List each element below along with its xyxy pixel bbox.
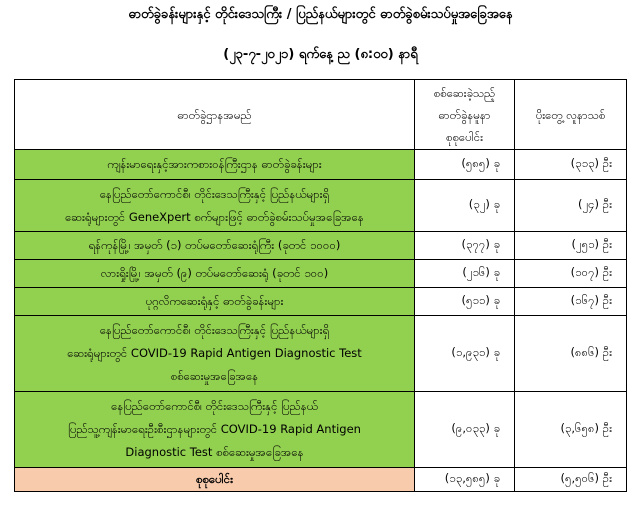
header-positive: ပိုးတွေ့ လူနာသစ် [515,80,627,150]
lab-name-line: လားရှိုးမြို့၊ အမှတ် (၉) တပ်မတော်ဆေးရုံ (ခုတင် ၁၀၀) [100,266,329,280]
positive-cell: (၂၄) ဦး [515,180,627,232]
lab-name-line: နေပြည်တော်ကောင်စီ၊ တိုင်းဒေသကြီးနှင့် ပြည်နယ်များရှိ [99,323,330,337]
samples-cell: (၅၁၁) ခု [415,288,515,316]
lab-name-line: Diagnostic Test စစ်ဆေးမှုအခြေအနေ [125,445,304,459]
table-row [15,150,627,180]
lab-name-line: ပုဂ္ဂလိကဆေးရုံနှင့် ဓာတ်ခွဲခန်းများ [145,294,284,308]
total-samples: (၁၃,၅၈၅) ခု [415,468,515,492]
lab-name-cell [15,150,415,180]
positive-cell: (၂၅၁) ဦး [515,232,627,260]
table-row [15,180,627,232]
table-row [15,232,627,260]
report-date: (၂၃-၇-၂၀၂၁) ရက်နေ့ ည (၈:၀၀) နာရီ [223,47,418,62]
lab-name-line: ကျန်းမာရေးနှင့်အားကစားဝန်ကြီးဌာန ဓာတ်ခွဲခန်းများ [107,157,322,171]
lab-name-line: စစ်ဆေးမှုအခြေအနေ [170,369,259,383]
samples-cell: (၃၇၇) ခု [415,232,515,260]
positive-cell: (၁၆၇) ဦး [515,288,627,316]
samples-cell: (၃၂) ခု [415,180,515,232]
table-row [15,288,627,316]
lab-name-cell [15,180,415,232]
table-row [15,260,627,288]
lab-name-line: ရန်ကုန်မြို့၊ အမှတ် (၁) တပ်မတော်ဆေးရုံကြီး (ခုတင် ၁၀၀၀) [88,238,341,252]
testing-table [14,79,627,492]
lab-name-line: ဆေးရုံများတွင် GeneXpert စက်များဖြင့် ဓာတ်ခွဲစမ်းသပ်မှုအခြေအနေ [65,209,364,224]
total-positive: (၅,၅၀၆) ဦး [515,468,627,492]
report-title: ဓာတ်ခွဲခန်းများနှင့် တိုင်းဒေသကြီး / ပြည်နယ်များတွင် ဓာတ်ခွဲစမ်းသပ်မှုအခြေအနေ [128,7,513,22]
samples-cell: (၂၁၆) ခု [415,260,515,288]
lab-name-line: ပြည်သူ့ကျန်းမာရေးဦးစီးဌာနများတွင် COVID-19 Rapid Antigen [68,422,361,436]
total-label: စုစုပေါင်း [15,468,415,492]
header-lab-name: ဓာတ်ခွဲဌာနအမည် [15,80,415,150]
positive-cell: (၁၀၇) ဦး [515,260,627,288]
lab-name-cell [15,232,415,260]
samples-cell: (၁,၉၃၁) ခု [415,316,515,392]
lab-name-cell [15,260,415,288]
lab-name-cell [15,288,415,316]
positive-cell: (၃,၆၅၈) ဦး [515,392,627,468]
table-row [15,316,627,392]
positive-cell: (၃၁၃) ဦး [515,150,627,180]
header-samples: စစ်ဆေးခဲ့သည့် ဓာတ်ခွဲနမူနာ စုစုပေါင်း [415,80,515,150]
lab-name-line: နေပြည်တော်ကောင်စီ၊ တိုင်းဒေသကြီးနှင့် ပြည်နယ်များရှိ [99,186,330,201]
total-row [15,468,627,492]
lab-name-line: ဆေးရုံများတွင် COVID-19 Rapid Antigen Diagnostic Test [67,346,362,360]
samples-cell: (၉,၀၃၃) ခု [415,392,515,468]
lab-name-cell [15,392,415,468]
samples-cell: (၅၈၅) ခု [415,150,515,180]
table-row [15,392,627,468]
lab-name-line: နေပြည်တော်ကောင်စီ၊ တိုင်းဒေသကြီးနှင့် ပြည်နယ် [111,399,318,413]
positive-cell: (၈၈၆) ဦး [515,316,627,392]
lab-name-cell [15,316,415,392]
